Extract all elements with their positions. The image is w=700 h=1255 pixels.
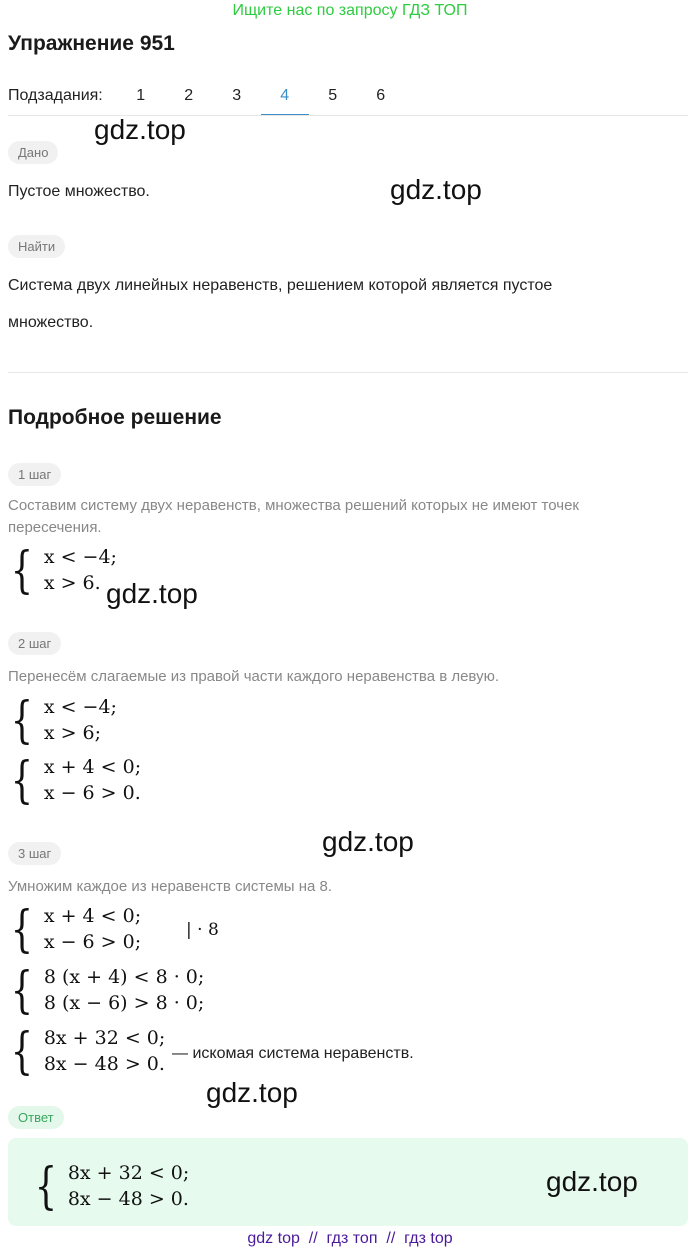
brace-icon: {	[10, 751, 34, 809]
watermark: gdz.top	[390, 174, 482, 205]
footer-links[interactable]: gdz top // гдз топ // гдз top	[247, 1230, 453, 1247]
inequality: 8x − 48 > 0.	[67, 1188, 189, 1210]
brace-icon: {	[10, 1022, 34, 1080]
inequality: x − 6 > 0;	[43, 931, 142, 953]
step3-text: Умножим каждое из неравенств системы на 8.	[8, 878, 333, 895]
inequality: x < −4;	[43, 546, 117, 568]
brace-icon: {	[10, 691, 34, 749]
tab-5[interactable]: 5	[328, 87, 338, 104]
inequality: x + 4 < 0;	[43, 756, 142, 778]
given-pill: Дано	[8, 141, 58, 164]
step3-pill: 3 шаг	[8, 842, 61, 865]
subtasks-nav	[8, 84, 405, 116]
inequality: 8 (x + 4) < 8 · 0;	[43, 966, 205, 988]
inequality: x − 6 > 0.	[43, 782, 141, 804]
given-text: Пустое множество.	[8, 183, 150, 200]
brace-icon: {	[10, 961, 34, 1019]
multiplier-note: | · 8	[186, 920, 219, 940]
tab-3[interactable]: 3	[232, 87, 242, 104]
watermark: gdz.top	[546, 1166, 638, 1197]
step1-text-line1: Составим систему двух неравенств, множества решений которых не имеют точек	[8, 497, 579, 514]
inequality: 8x − 48 > 0.	[43, 1053, 165, 1075]
system-note: — искомая система неравенств.	[172, 1045, 414, 1062]
step1-text-line2: пересечения.	[8, 519, 102, 536]
find-text-line2: множество.	[8, 314, 94, 331]
answer-pill: Ответ	[8, 1106, 64, 1129]
tab-2[interactable]: 2	[184, 87, 194, 104]
brace-icon: {	[10, 900, 34, 958]
section-divider	[8, 372, 688, 373]
brace-icon: {	[34, 1157, 58, 1215]
page-title: Упражнение 951	[8, 32, 175, 55]
tab-6[interactable]: 6	[376, 87, 386, 104]
step2-pill: 2 шаг	[8, 632, 61, 655]
inequality: 8x + 32 < 0;	[43, 1027, 166, 1049]
step3-system-2	[6, 961, 205, 1019]
subtasks-label: Подзадания:	[8, 87, 103, 104]
step2-system-2	[6, 751, 142, 809]
solution-heading: Подробное решение	[8, 406, 222, 429]
inequality: x < −4;	[43, 696, 117, 718]
find-pill: Найти	[8, 235, 65, 258]
step2-system-1	[6, 691, 117, 749]
step1-system	[6, 541, 117, 599]
brace-icon: {	[10, 541, 34, 599]
watermark: gdz.top	[206, 1077, 298, 1108]
inequality: x + 4 < 0;	[43, 905, 142, 927]
watermark: gdz.top	[94, 114, 186, 145]
inequality: x > 6.	[43, 572, 101, 594]
find-text-line1: Система двух линейных неравенств, решением которой является пустое	[8, 277, 553, 294]
tab-1[interactable]: 1	[136, 87, 146, 104]
top-banner[interactable]: Ищите нас по запросу ГДЗ ТОП	[232, 2, 468, 19]
step3-system-3	[6, 1022, 166, 1080]
step1-pill: 1 шаг	[8, 463, 61, 486]
answer-system	[30, 1157, 190, 1215]
tab-4-active[interactable]: 4	[261, 84, 309, 116]
inequality: 8x + 32 < 0;	[67, 1162, 190, 1184]
watermark: gdz.top	[322, 826, 414, 857]
inequality: 8 (x − 6) > 8 · 0;	[43, 992, 205, 1014]
inequality: x > 6;	[43, 722, 102, 744]
watermark: gdz.top	[106, 578, 198, 609]
step3-system-1	[6, 900, 142, 958]
step2-text: Перенесём слагаемые из правой части каждого неравенства в левую.	[8, 668, 499, 685]
